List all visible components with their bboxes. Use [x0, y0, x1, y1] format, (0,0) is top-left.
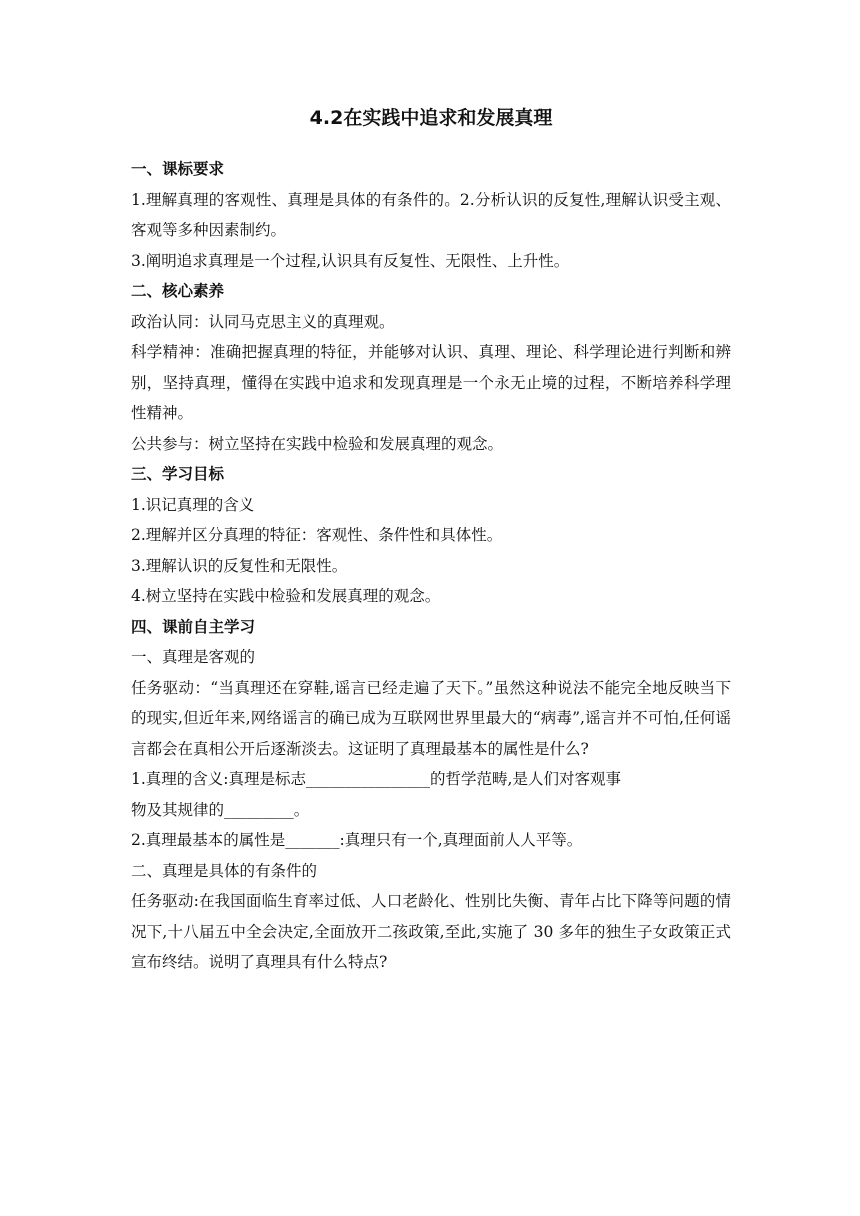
task-paragraph: 任务驱动:在我国面临生育率过低、人口老龄化、性别比失衡、青年占比下降等问题的情况下,十八届五中全会决定,全面放开二孩政策,至此,实施了 30 多年的独生子女政策正式宣布终结。说明了真理具有什么特点? — [131, 892, 731, 971]
section-heading-curriculum: 一、课标要求 — [131, 160, 225, 178]
document-title: 4.2在实践中追求和发展真理 — [309, 107, 553, 129]
list-item: 1.识记真理的含义 — [131, 495, 255, 514]
question-fill-blank: 2.真理最基本的属性是_______:真理只有一个,真理面前人人平等。 — [131, 831, 583, 849]
list-item: 4.树立坚持在实践中检验和发展真理的观念。 — [131, 587, 441, 605]
list-item: 3.理解认识的反复性和无限性。 — [131, 556, 348, 575]
paragraph: 1.理解真理的客观性、真理是具体的有条件的。2.分析认识的反复性,理解认识受主观、客观等多种因素制约。 — [131, 190, 731, 239]
question-fill-blank: 物及其规律的_________。 — [131, 800, 310, 819]
paragraph: 政治认同：认同马克思主义的真理观。 — [131, 312, 395, 331]
subheading: 一、真理是客观的 — [131, 648, 256, 666]
paragraph: 3.阐明追求真理是一个过程,认识具有反复性、无限性、上升性。 — [131, 251, 570, 270]
section-heading-self-study: 四、课前自主学习 — [131, 617, 256, 636]
section-heading-core-literacy: 二、核心素养 — [131, 282, 225, 300]
task-paragraph: 任务驱动：“当真理还在穿鞋,谣言已经走遍了天下。”虽然这种说法不能完全地反映当下的现实,但近年来,网络谣言的确已成为互联网世界里最大的“病毒”,谣言并不可怕,任何谣言都会在真相公开后逐渐淡去。这证明了真理最基本的属性是什么? — [131, 678, 731, 758]
paragraph: 科学精神：准确把握真理的特征，并能够对认识、真理、理论、科学理论进行判断和辨别，坚持真理，懂得在实践中追求和发现真理是一个永无止境的过程，不断培养科学理性精神。 — [131, 343, 731, 422]
question-fill-blank: 1.真理的含义:真理是标志________________的哲学范畴,是人们对客观事 — [131, 770, 621, 788]
section-heading-learning-goals: 三、学习目标 — [131, 465, 225, 483]
paragraph: 公共参与：树立坚持在实践中检验和发展真理的观念。 — [131, 434, 504, 453]
document-body — [131, 100, 731, 978]
list-item: 2.理解并区分真理的特征：客观性、条件性和具体性。 — [131, 526, 503, 544]
subheading: 二、真理是具体的有条件的 — [131, 861, 318, 880]
